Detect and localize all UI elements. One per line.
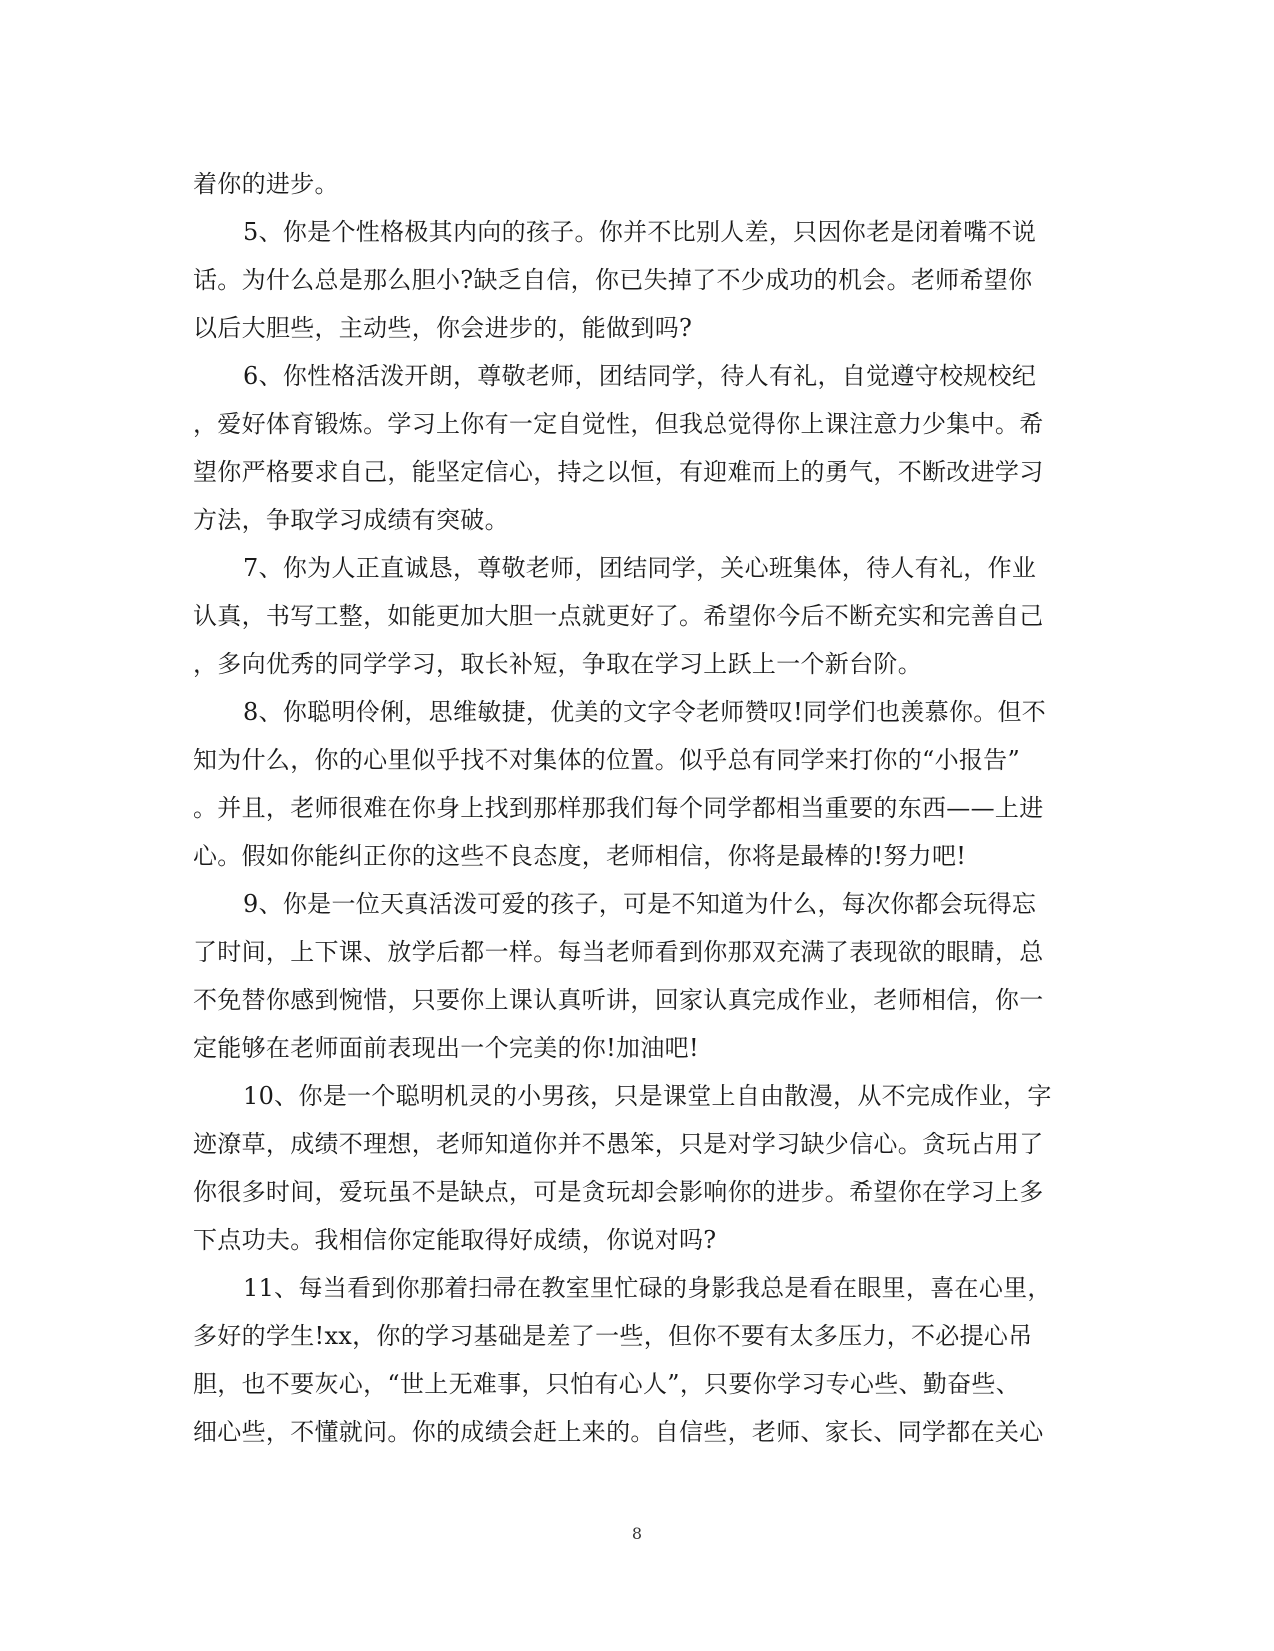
paragraph-comment-9 <box>193 880 1073 1072</box>
text-line: 9、你是一位天真活泼可爱的孩子，可是不知道为什么，每次你都会玩得忘 <box>243 890 1037 918</box>
text-line: 7、你为人正直诚恳，尊敬老师，团结同学，关心班集体，待人有礼，作业 <box>243 554 1037 582</box>
text-line: 6、你性格活泼开朗，尊敬老师，团结同学，待人有礼，自觉遵守校规校纪 <box>243 362 1037 390</box>
paragraph-comment-10 <box>193 1072 1073 1264</box>
text-line: 以后大胆些，主动些，你会进步的，能做到吗? <box>193 314 693 342</box>
page-number: 8 <box>631 1524 643 1543</box>
text-line: 你很多时间，爱玩虽不是缺点，可是贪玩却会影响你的进步。希望你在学习上多 <box>193 1178 1044 1206</box>
text-line: 望你严格要求自己，能坚定信心，持之以恒，有迎难而上的勇气，不断改进学习 <box>193 458 1044 486</box>
text-line: 心。假如你能纠正你的这些不良态度，老师相信，你将是最棒的!努力吧! <box>193 842 967 870</box>
body-text <box>193 160 1073 1456</box>
paragraph-comment-6 <box>193 352 1073 544</box>
text-line: 胆，也不要灰心，“世上无难事，只怕有心人”，只要你学习专心些、勤奋些、 <box>193 1370 1021 1398</box>
paragraph-comment-8 <box>193 688 1073 880</box>
text-line: 认真，书写工整，如能更加大胆一点就更好了。希望你今后不断充实和完善自己 <box>193 602 1044 630</box>
paragraph-continuation <box>193 160 1073 208</box>
paragraph-comment-7 <box>193 544 1073 688</box>
text-line: ，多向优秀的同学学习，取长补短，争取在学习上跃上一个新台阶。 <box>193 650 922 678</box>
text-line: 细心些，不懂就问。你的成绩会赶上来的。自信些，老师、家长、同学都在关心 <box>193 1418 1044 1446</box>
text-line: 定能够在老师面前表现出一个完美的你!加油吧! <box>193 1034 699 1062</box>
text-line: 多好的学生!xx，你的学习基础是差了一些，但你不要有太多压力，不必提心吊 <box>193 1322 1033 1350</box>
paragraph-comment-11 <box>193 1264 1073 1456</box>
text-line: 知为什么，你的心里似乎找不对集体的位置。似乎总有同学来打你的“小报告” <box>193 746 1021 774</box>
text-line: ，爱好体育锻炼。学习上你有一定自觉性，但我总觉得你上课注意力少集中。希 <box>193 410 1044 438</box>
text-line: 不免替你感到惋惜，只要你上课认真听讲，回家认真完成作业，老师相信，你一 <box>193 986 1044 1014</box>
text-line: 迹潦草，成绩不理想，老师知道你并不愚笨，只是对学习缺少信心。贪玩占用了 <box>193 1130 1044 1158</box>
text-line: 。并且，老师很难在你身上找到那样那我们每个同学都相当重要的东西——上进 <box>193 794 1044 822</box>
text-line: 下点功夫。我相信你定能取得好成绩，你说对吗? <box>193 1226 717 1254</box>
text-line: 了时间，上下课、放学后都一样。每当老师看到你那双充满了表现欲的眼睛，总 <box>193 938 1044 966</box>
text-line: 10、你是一个聪明机灵的小男孩，只是课堂上自由散漫，从不完成作业，字 <box>243 1082 1052 1110</box>
text-line: 方法，争取学习成绩有突破。 <box>193 506 509 534</box>
text-line: 着你的进步。 <box>193 170 339 198</box>
text-line: 话。为什么总是那么胆小?缺乏自信，你已失掉了不少成功的机会。老师希望你 <box>193 266 1033 294</box>
paragraph-comment-5 <box>193 208 1073 352</box>
text-line: 11、每当看到你那着扫帚在教室里忙碌的身影我总是看在眼里，喜在心里， <box>243 1274 1052 1302</box>
text-line: 8、你聪明伶俐，思维敏捷，优美的文字令老师赞叹!同学们也羡慕你。但不 <box>243 698 1047 726</box>
text-line: 5、你是个性格极其内向的孩子。你并不比别人差，只因你老是闭着嘴不说 <box>243 218 1037 246</box>
